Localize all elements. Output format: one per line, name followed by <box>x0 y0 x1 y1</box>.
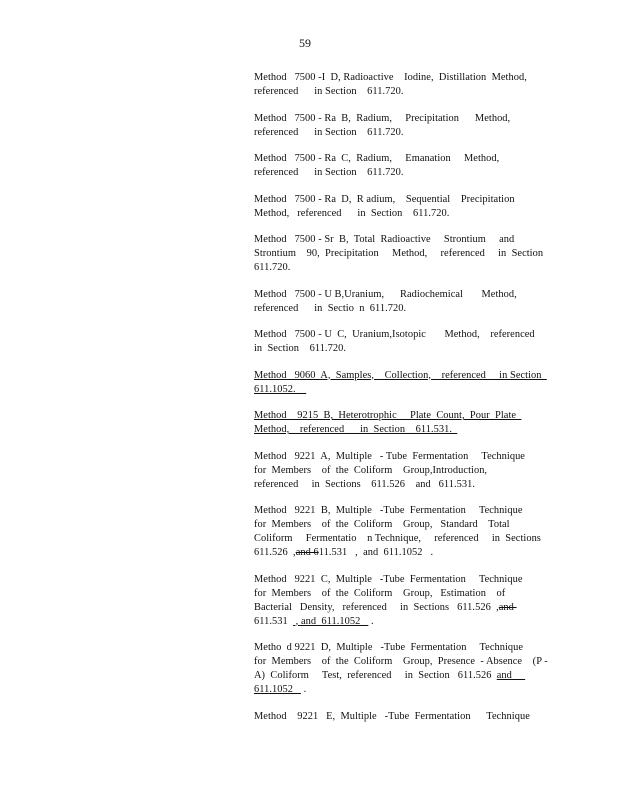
method-reference-entry <box>254 573 549 629</box>
entry-text: 611.720. <box>254 262 291 273</box>
entry-text: Method 9221 A, Multiple - Tube Fermentation Technique <box>254 450 525 462</box>
reference-list <box>254 71 549 736</box>
entry-line <box>254 302 549 316</box>
inserted-text: and <box>496 670 526 681</box>
entry-line <box>254 669 549 683</box>
method-reference-entry <box>254 112 549 140</box>
entry-line <box>254 126 549 140</box>
method-reference-entry <box>254 152 549 180</box>
entry-text: . <box>368 615 374 627</box>
entry-text: for Members of the Coliform Group,Introduction, <box>254 464 488 476</box>
deleted-text: and 6 <box>295 547 319 558</box>
method-reference-entry <box>254 328 549 356</box>
entry-line <box>254 546 549 560</box>
entry-line <box>254 112 549 126</box>
entry-line <box>254 504 549 518</box>
entry-line <box>254 601 549 615</box>
entry-text: . <box>300 684 307 695</box>
entry-line <box>254 233 549 247</box>
inserted-text: 611.1052. <box>254 383 307 395</box>
entry-line <box>254 409 549 423</box>
entry-text: Method 9221 E, Multiple -Tube Fermentation Technique <box>254 710 530 722</box>
entry-line <box>254 328 549 342</box>
entry-text: referenced in Section 611.720. <box>254 126 404 138</box>
entry-line <box>254 655 549 669</box>
deleted-text: and <box>498 601 517 613</box>
method-reference-entry <box>254 710 549 724</box>
entry-line <box>254 641 549 655</box>
method-reference-entry <box>254 193 549 221</box>
entry-text: Method 7500 - U B,Uranium, Radiochemical Method, <box>254 288 517 300</box>
entry-text: referenced in Section 611.720. <box>254 167 404 178</box>
entry-text: 11.531 , and 611.1052 . <box>318 547 434 558</box>
entry-text: Method, referenced in Section 611.720. <box>254 207 450 219</box>
entry-text: 611.531 <box>254 615 294 627</box>
entry-text: Method 7500 - Ra B, Radium, Precipitation Method, <box>254 112 511 124</box>
entry-text: Bacterial Density, referenced in Sections 611.526 , <box>254 601 499 613</box>
entry-line <box>254 166 549 180</box>
inserted-text: 611.1052 <box>254 684 301 695</box>
inserted-text: , and 611.1052 <box>293 615 369 627</box>
inserted-text: Method 9215 B, Heterotrophic Plate Count, Pour Plate <box>254 410 522 421</box>
entry-text: Method 7500 - U C, Uranium,Isotopic Method, referenced <box>254 329 535 340</box>
entry-line <box>254 342 549 356</box>
method-reference-entry <box>254 288 549 316</box>
entry-line <box>254 383 549 397</box>
entry-text: for Members of the Coliform Group, Standard Total <box>254 519 510 530</box>
entry-line <box>254 573 549 587</box>
method-reference-entry <box>254 71 549 99</box>
method-reference-entry <box>254 409 549 437</box>
method-reference-entry <box>254 450 549 492</box>
entry-text: referenced in Section 611.720. <box>254 86 404 97</box>
entry-line <box>254 532 549 546</box>
entry-line <box>254 478 549 492</box>
entry-line <box>254 261 549 275</box>
entry-line <box>254 615 549 629</box>
entry-line <box>254 193 549 207</box>
page-number: 59 <box>299 36 311 50</box>
entry-text: Method 9221 B, Multiple -Tube Fermentation Technique <box>254 505 523 516</box>
entry-text: Metho d 9221 D, Multiple -Tube Fermentation Technique <box>254 642 524 653</box>
entry-line <box>254 683 549 697</box>
entry-line <box>254 518 549 532</box>
method-reference-entry <box>254 641 549 697</box>
entry-text: Method 7500 - Ra D, R adium, Sequential Precipitation <box>254 193 515 205</box>
inserted-text: Method, referenced in Section 611.531. <box>254 424 458 435</box>
method-reference-entry <box>254 369 549 397</box>
entry-text: referenced in Sectio n 611.720. <box>254 302 407 314</box>
entry-line <box>254 247 549 261</box>
entry-text: Strontium 90, Precipitation Method, referenced in Section <box>254 248 544 259</box>
entry-text: A) Coliform Test, referenced in Section 611.526 <box>254 670 497 681</box>
entry-line <box>254 152 549 166</box>
entry-text: 611.526 , <box>254 547 296 558</box>
entry-line <box>254 464 549 478</box>
entry-line <box>254 450 549 464</box>
entry-text: for Members of the Coliform Group, Estimation of <box>254 587 506 599</box>
entry-text: Method 7500 - Sr B, Total Radioactive Strontium and <box>254 234 515 245</box>
entry-line <box>254 369 549 383</box>
entry-text: for Members of the Coliform Group, Presence - Absence (P - <box>254 656 548 667</box>
entry-text: Coliform Fermentatio n Technique, referenced in Sections <box>254 533 541 544</box>
entry-text: Method 7500 - Ra C, Radium, Emanation Method, <box>254 153 500 164</box>
entry-line <box>254 587 549 601</box>
inserted-text: Method 9060 A, Samples, Collection, referenced in Section <box>254 369 547 381</box>
entry-line <box>254 85 549 99</box>
method-reference-entry <box>254 504 549 560</box>
entry-line <box>254 710 549 724</box>
entry-text: in Section 611.720. <box>254 343 346 354</box>
entry-text: Method 7500 -I D, Radioactive Iodine, Distillation Method, <box>254 72 527 83</box>
entry-text: referenced in Sections 611.526 and 611.531. <box>254 478 476 490</box>
entry-line <box>254 207 549 221</box>
entry-text: Method 9221 C, Multiple -Tube Fermentation Technique <box>254 573 523 585</box>
entry-line <box>254 423 549 437</box>
method-reference-entry <box>254 233 549 275</box>
entry-line <box>254 288 549 302</box>
entry-line <box>254 71 549 85</box>
